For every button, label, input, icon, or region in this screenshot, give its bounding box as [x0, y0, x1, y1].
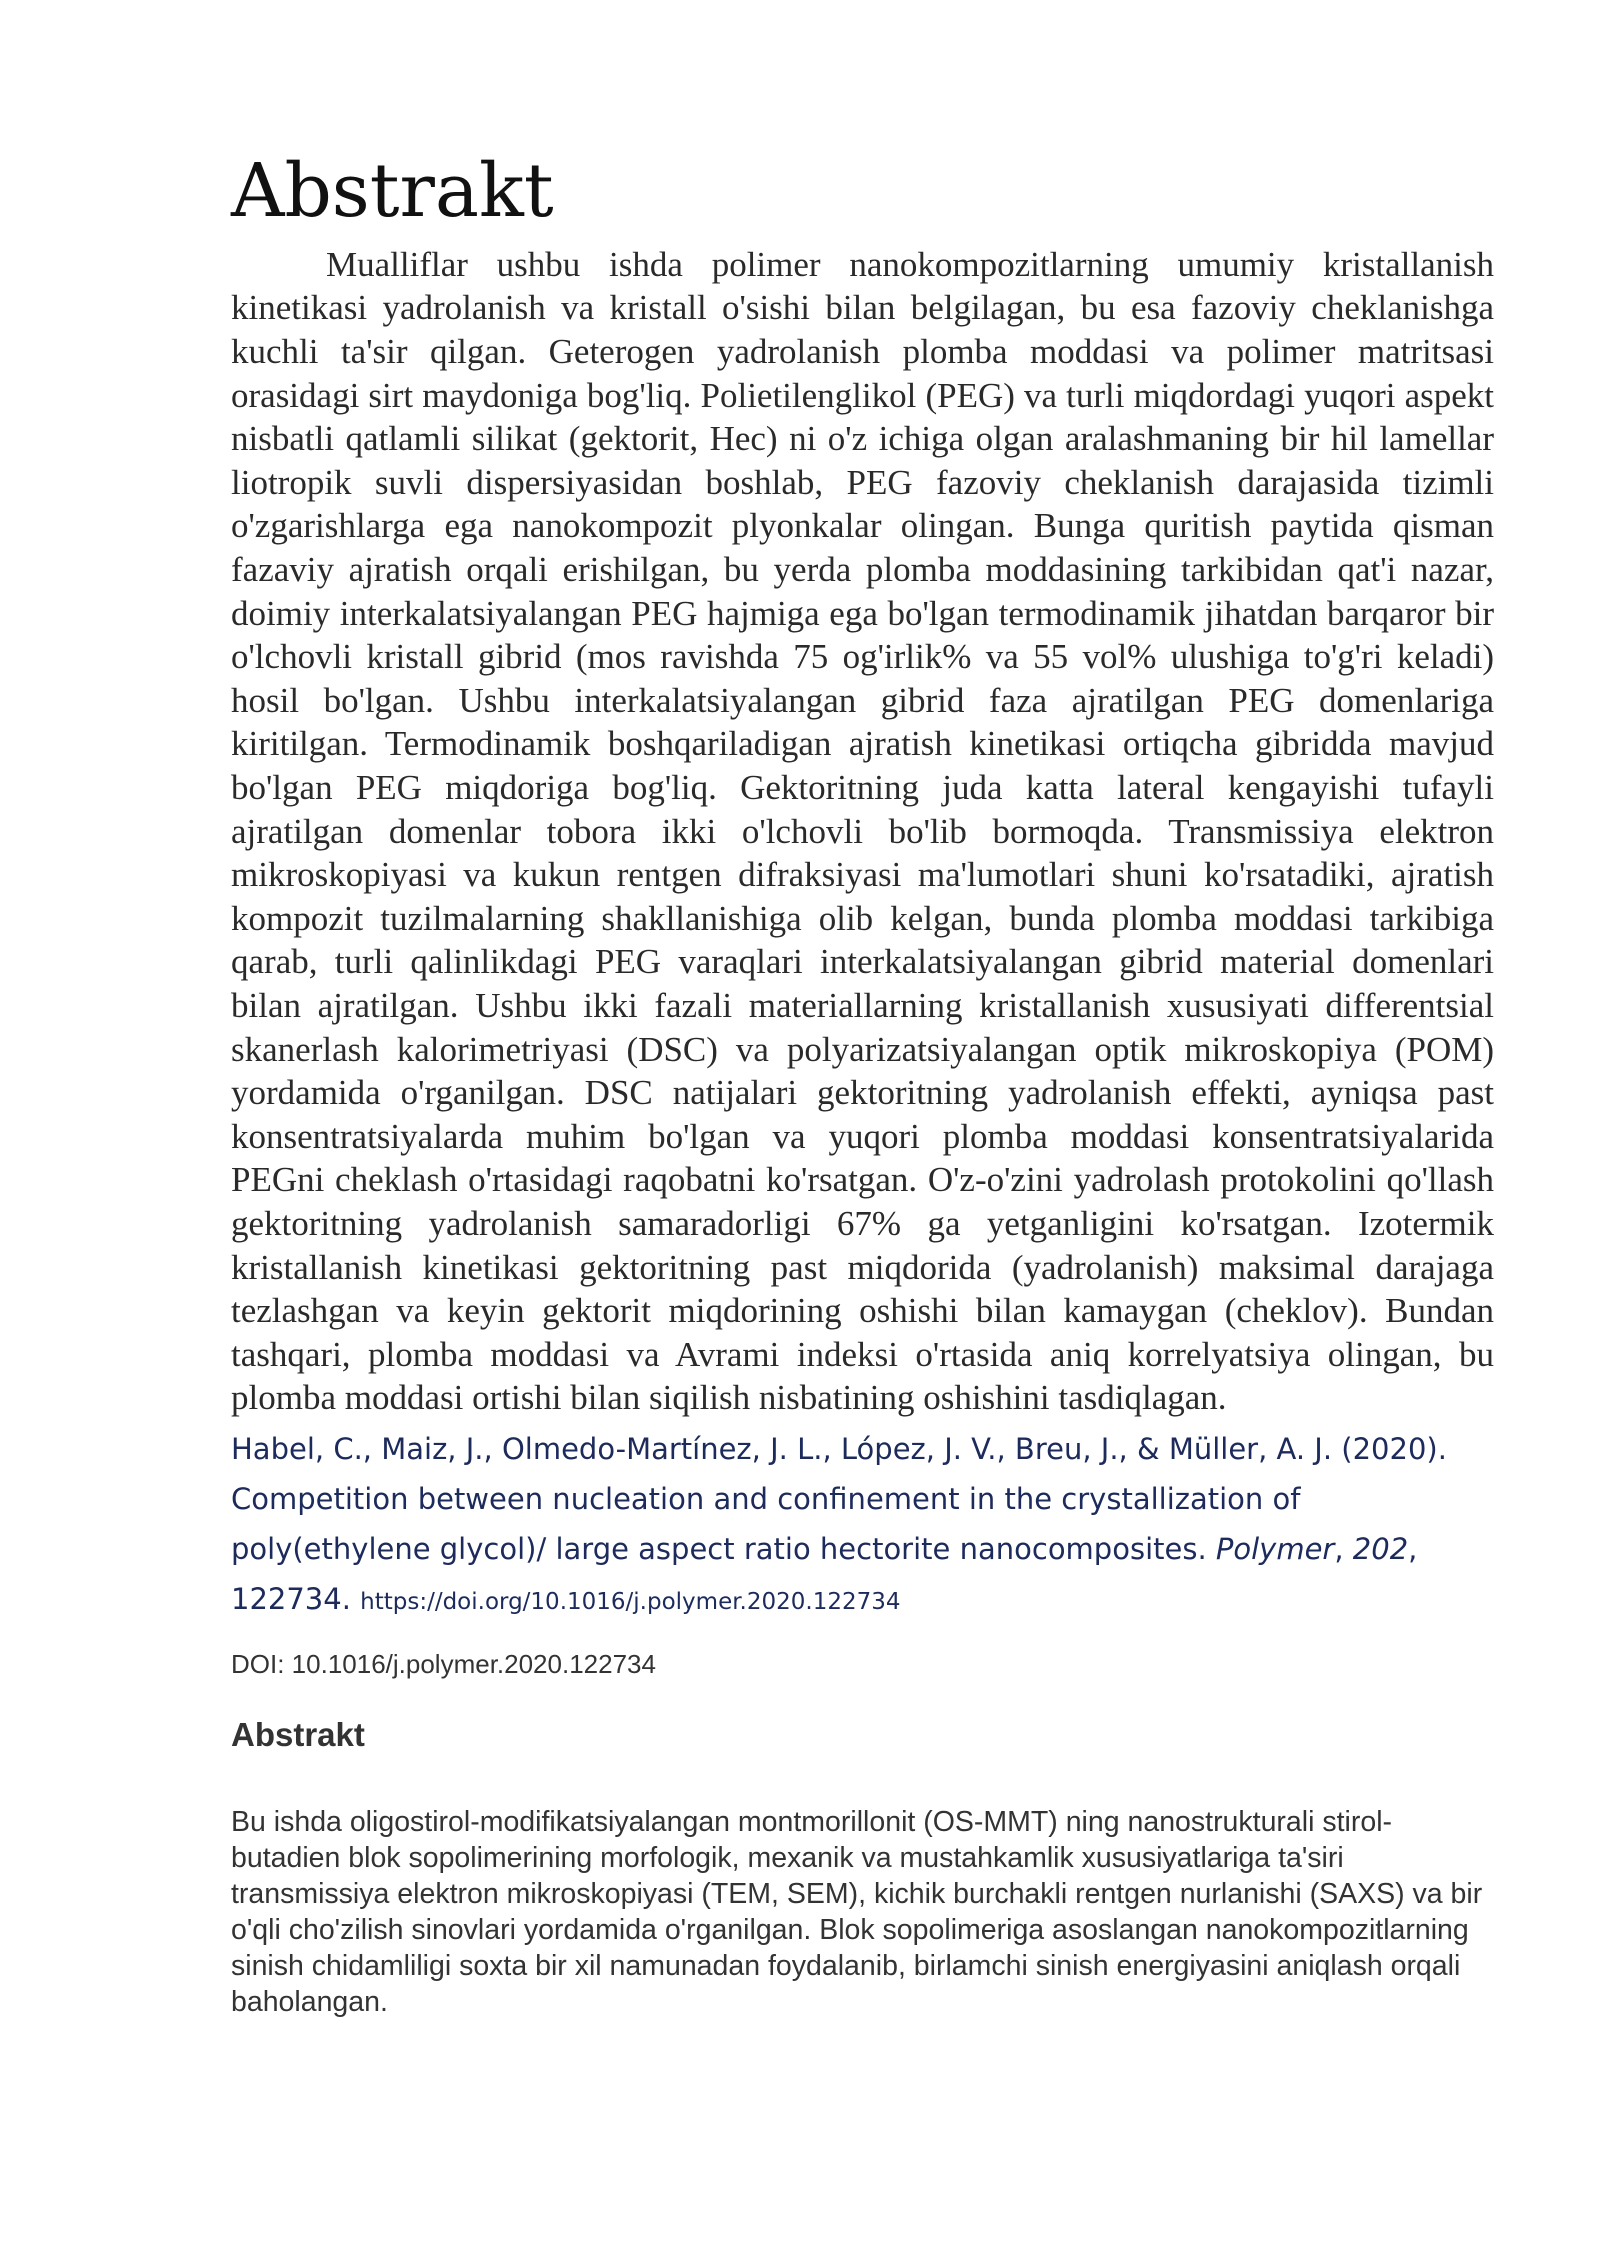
citation-article-number: 122734. [231, 1581, 361, 1616]
citation-journal: Polymer [1215, 1531, 1335, 1566]
citation [231, 1424, 1494, 1627]
section2-abstract-body: Bu ishda oligostirol-modifikatsiyalangan montmorillonit (OS-MMT) ning nanostrukturali stirol-butadien blok sopolimerining morfologik, mexanik va mustahkamlik xususiyatlariga ta'siri transmissiya elektron mikroskopiyasi (TEM, SEM), kichik burchakli rentgen nurlanishi (SAXS) va bir o'qli cho'zilish sinovlari yordamida o'rganilgan. Blok sopolimeriga asoslangan nanokompozitlarning sinish chidamliligi soxta bir xil namunadan foydalanib, birlamchi sinish energiyasini aniqlash orqali baholangan. [231, 1805, 1483, 2018]
section1-abstract-body: Mualliflar ushbu ishda polimer nanokompozitlarning umumiy kristallanish kinetikasi yadrolanish va kristall o'sishi bilan belgilagan, bu esa fazoviy cheklanishga kuchli ta'sir qilgan. Geterogen yadrolanish plomba moddasi va polimer matritsasi orasidagi sirt maydoniga bog'liq. Polietilenglikol (PEG) va turli miqdordagi yuqori aspekt nisbatli qatlamli silikat (gektorit, Hec) ni o'z ichiga olgan aralashmaning bir hil lamellar liotropik suvli dispersiyasidan boshlab, PEG fazoviy cheklanish darajasida tizimli o'zgarishlarga ega nanokompozit plyonkalar olingan. Bunga quritish paytida qisman fazaviy ajratish orqali erishilgan, bu yerda plomba moddasining tarkibidan qat'i nazar, doimiy interkalatsiyalangan PEG hajmiga ega bo'lgan termodinamik jihatdan barqaror bir o'lchovli kristall gibrid (mos ravishda 75 og'irlik% va 55 vol% ulushiga to'g'ri keladi) hosil bo'lgan. Ushbu interkalatsiyalangan gibrid faza ajratilgan PEG domenlariga kiritilgan. Termodinamik boshqariladigan ajratish kinetikasi ortiqcha gibridda mavjud bo'lgan PEG miqdoriga bog'liq. Gektoritning juda katta lateral kengayishi tufayli ajratilgan domenlar tobora ikki o'lchovli bo'lib bormoqda. Transmissiya elektron mikroskopiyasi va kukun rentgen difraksiyasi ma'lumotlari shuni ko'rsatadiki, ajratish kompozit tuzilmalarning shakllanishiga olib kelgan, bunda plomba moddasi tarkibiga qarab, turli qalinlikdagi PEG varaqlari interkalatsiyalangan gibrid material domenlari bilan ajratilgan. Ushbu ikki fazali materiallarning kristallanish xususiyati differentsial skanerlash kalorimetriyasi (DSC) va polyarizatsiyalangan optik mikroskopiya (POM) yordamida o'rganilgan. DSC natijalari gektoritning yadrolanish effekti, ayniqsa past konsentratsiyalarda muhim bo'lgan va yuqori plomba moddasi konsentratsiyalarida PEGni cheklash o'rtasidagi raqobatni ko'rsatgan. O'z-o'zini yadrolash protokolini qo'llash gektoritning yadrolanish samaradorligi 67% ga yetganligini ko'rsatgan. Izotermik kristallanish kinetikasi gektoritning past miqdorida (yadrolanish) maksimal darajaga tezlashgan va keyin gektorit miqdorining oshishi bilan kamaygan (cheklov). Bundan tashqari, plomba moddasi va Avrami indeksi o'rtasida aniq korrelyatsiya olingan, bu plomba moddasi ortishi bilan siqilish nisbatining oshishini tasdiqlagan. [231, 244, 1494, 1418]
document-page [231, 150, 1494, 2020]
section2-heading: Abstrakt [231, 1715, 365, 1753]
citation-sep2: , [1408, 1531, 1418, 1566]
section1-heading: Abstrakt [231, 148, 554, 234]
citation-authors-title: Habel, C., Maiz, J., Olmedo-Martínez, J. L., López, J. V., Breu, J., & Müller, A. J. (2020). Competition between nucleation and confinement in the crystallization of poly(ethylene glycol)/ large aspect ratio hectorite nanocomposites. [231, 1431, 1447, 1566]
citation-volume: 202 [1352, 1531, 1409, 1566]
doi-line: DOI: 10.1016/j.polymer.2020.122734 [231, 1648, 656, 1679]
citation-sep1: , [1334, 1531, 1353, 1566]
citation-doi-link[interactable]: https://doi.org/10.1016/j.polymer.2020.122734 [360, 1588, 901, 1615]
